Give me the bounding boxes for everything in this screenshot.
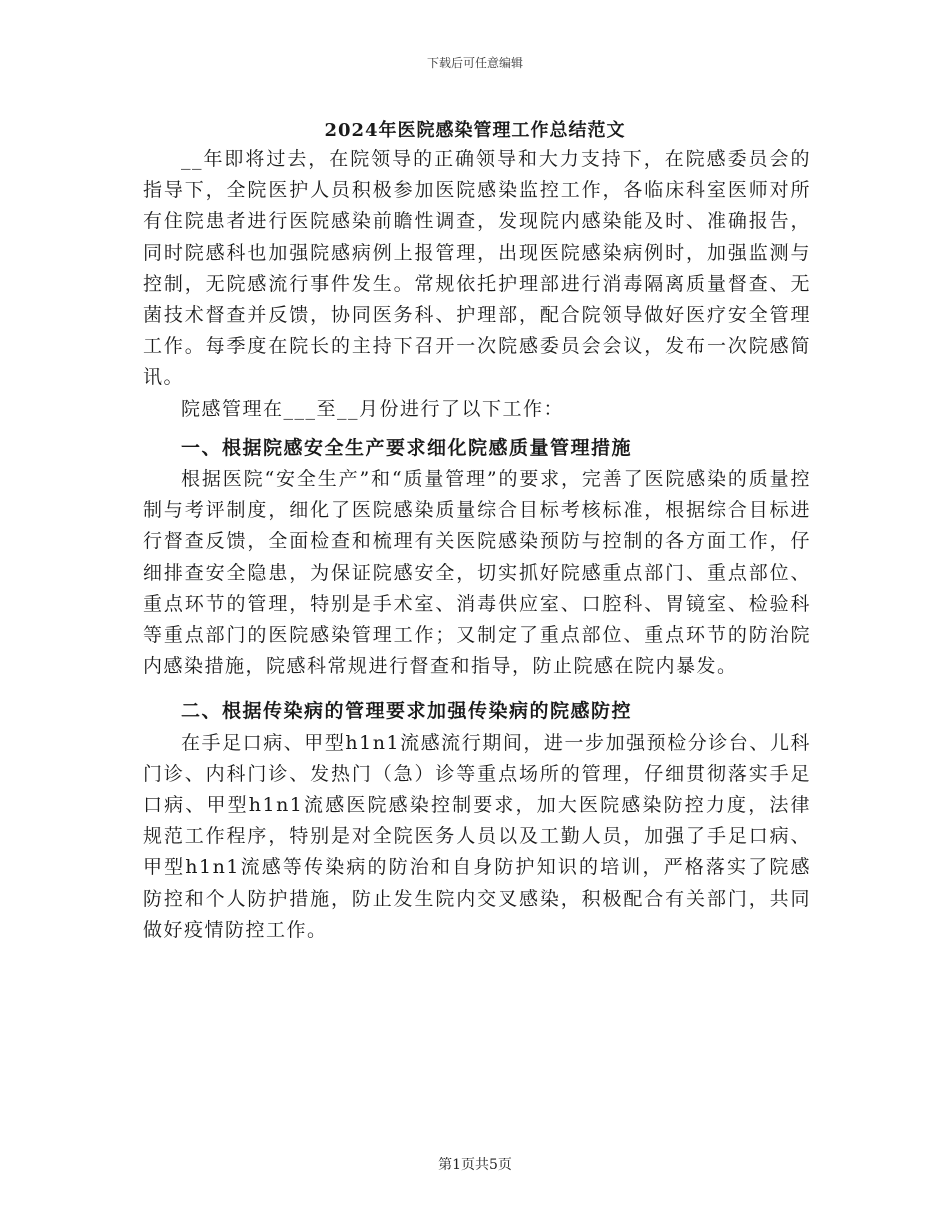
header-note: 下载后可任意编辑 [426,56,523,70]
section-heading-2: 二、根据传染病的管理要求加强传染病的院感防控 [181,700,633,723]
document-title: 2024年医院感染管理工作总结范文 [324,120,626,141]
paragraph-section-2: 在手足口病、甲型h1n1流感流行期间，进一步加强预检分诊台、儿科门诊、内科门诊、发热门（急）诊等重点场所的管理，仔细贯彻落实手足口病、甲型h1n1流感医院感染控制要求，加大医院感染防控力度，法律规范工作程序，特别是对全院医务人员以及工勤人员，加强了手足口病、甲型h1n1流感等传染病的防治和自身防护知识的培训，严格落实了院感防控和个人防护措施，防止发生院内交叉感染，积极配合有关部门，共同做好疫情防控工作。 [143,731,811,941]
page-number: 第1页共5页 [438,1157,512,1173]
document-body [143,144,811,946]
paragraph-section-1: 根据医院“安全生产”和“质量管理”的要求，完善了医院感染的质量控制与考评制度，细化了医院感染质量综合目标考核标准，根据综合目标进行督查反馈，全面检查和梳理有关医院感染预防与控制的各方面工作，仔细排查安全隐患，为保证院感安全，切实抓好院感重点部门、重点部位、重点环节的管理，特别是手术室、消毒供应室、口腔科、胃镜室、检验科等重点部门的医院感染管理工作；又制定了重点部位、重点环节的防治院内感染措施，院感科常规进行督查和指导，防止院感在院内暴发。 [143,468,811,678]
section-heading-1: 一、根据院感安全生产要求细化院感质量管理措施 [181,436,633,459]
paragraph-work-summary: 院感管理在___至__月份进行了以下工作： [181,397,565,420]
paragraph-intro: __年即将过去，在院领导的正确领导和大力支持下，在院感委员会的指导下，全院医护人员积极参加医院感染监控工作，各临床科室医师对所有住院患者进行医院感染前瞻性调查，发现院内感染能及时、准确报告，同时院感科也加强院感病例上报管理，出现医院感染病例时，加强监测与控制，无院感流行事件发生。常规依托护理部进行消毒隔离质量督查、无菌技术督查并反馈，协同医务科、护理部，配合院领导做好医疗安全管理工作。每季度在院长的主持下召开一次院感委员会会议，发布一次院感简讯。 [143,148,811,389]
